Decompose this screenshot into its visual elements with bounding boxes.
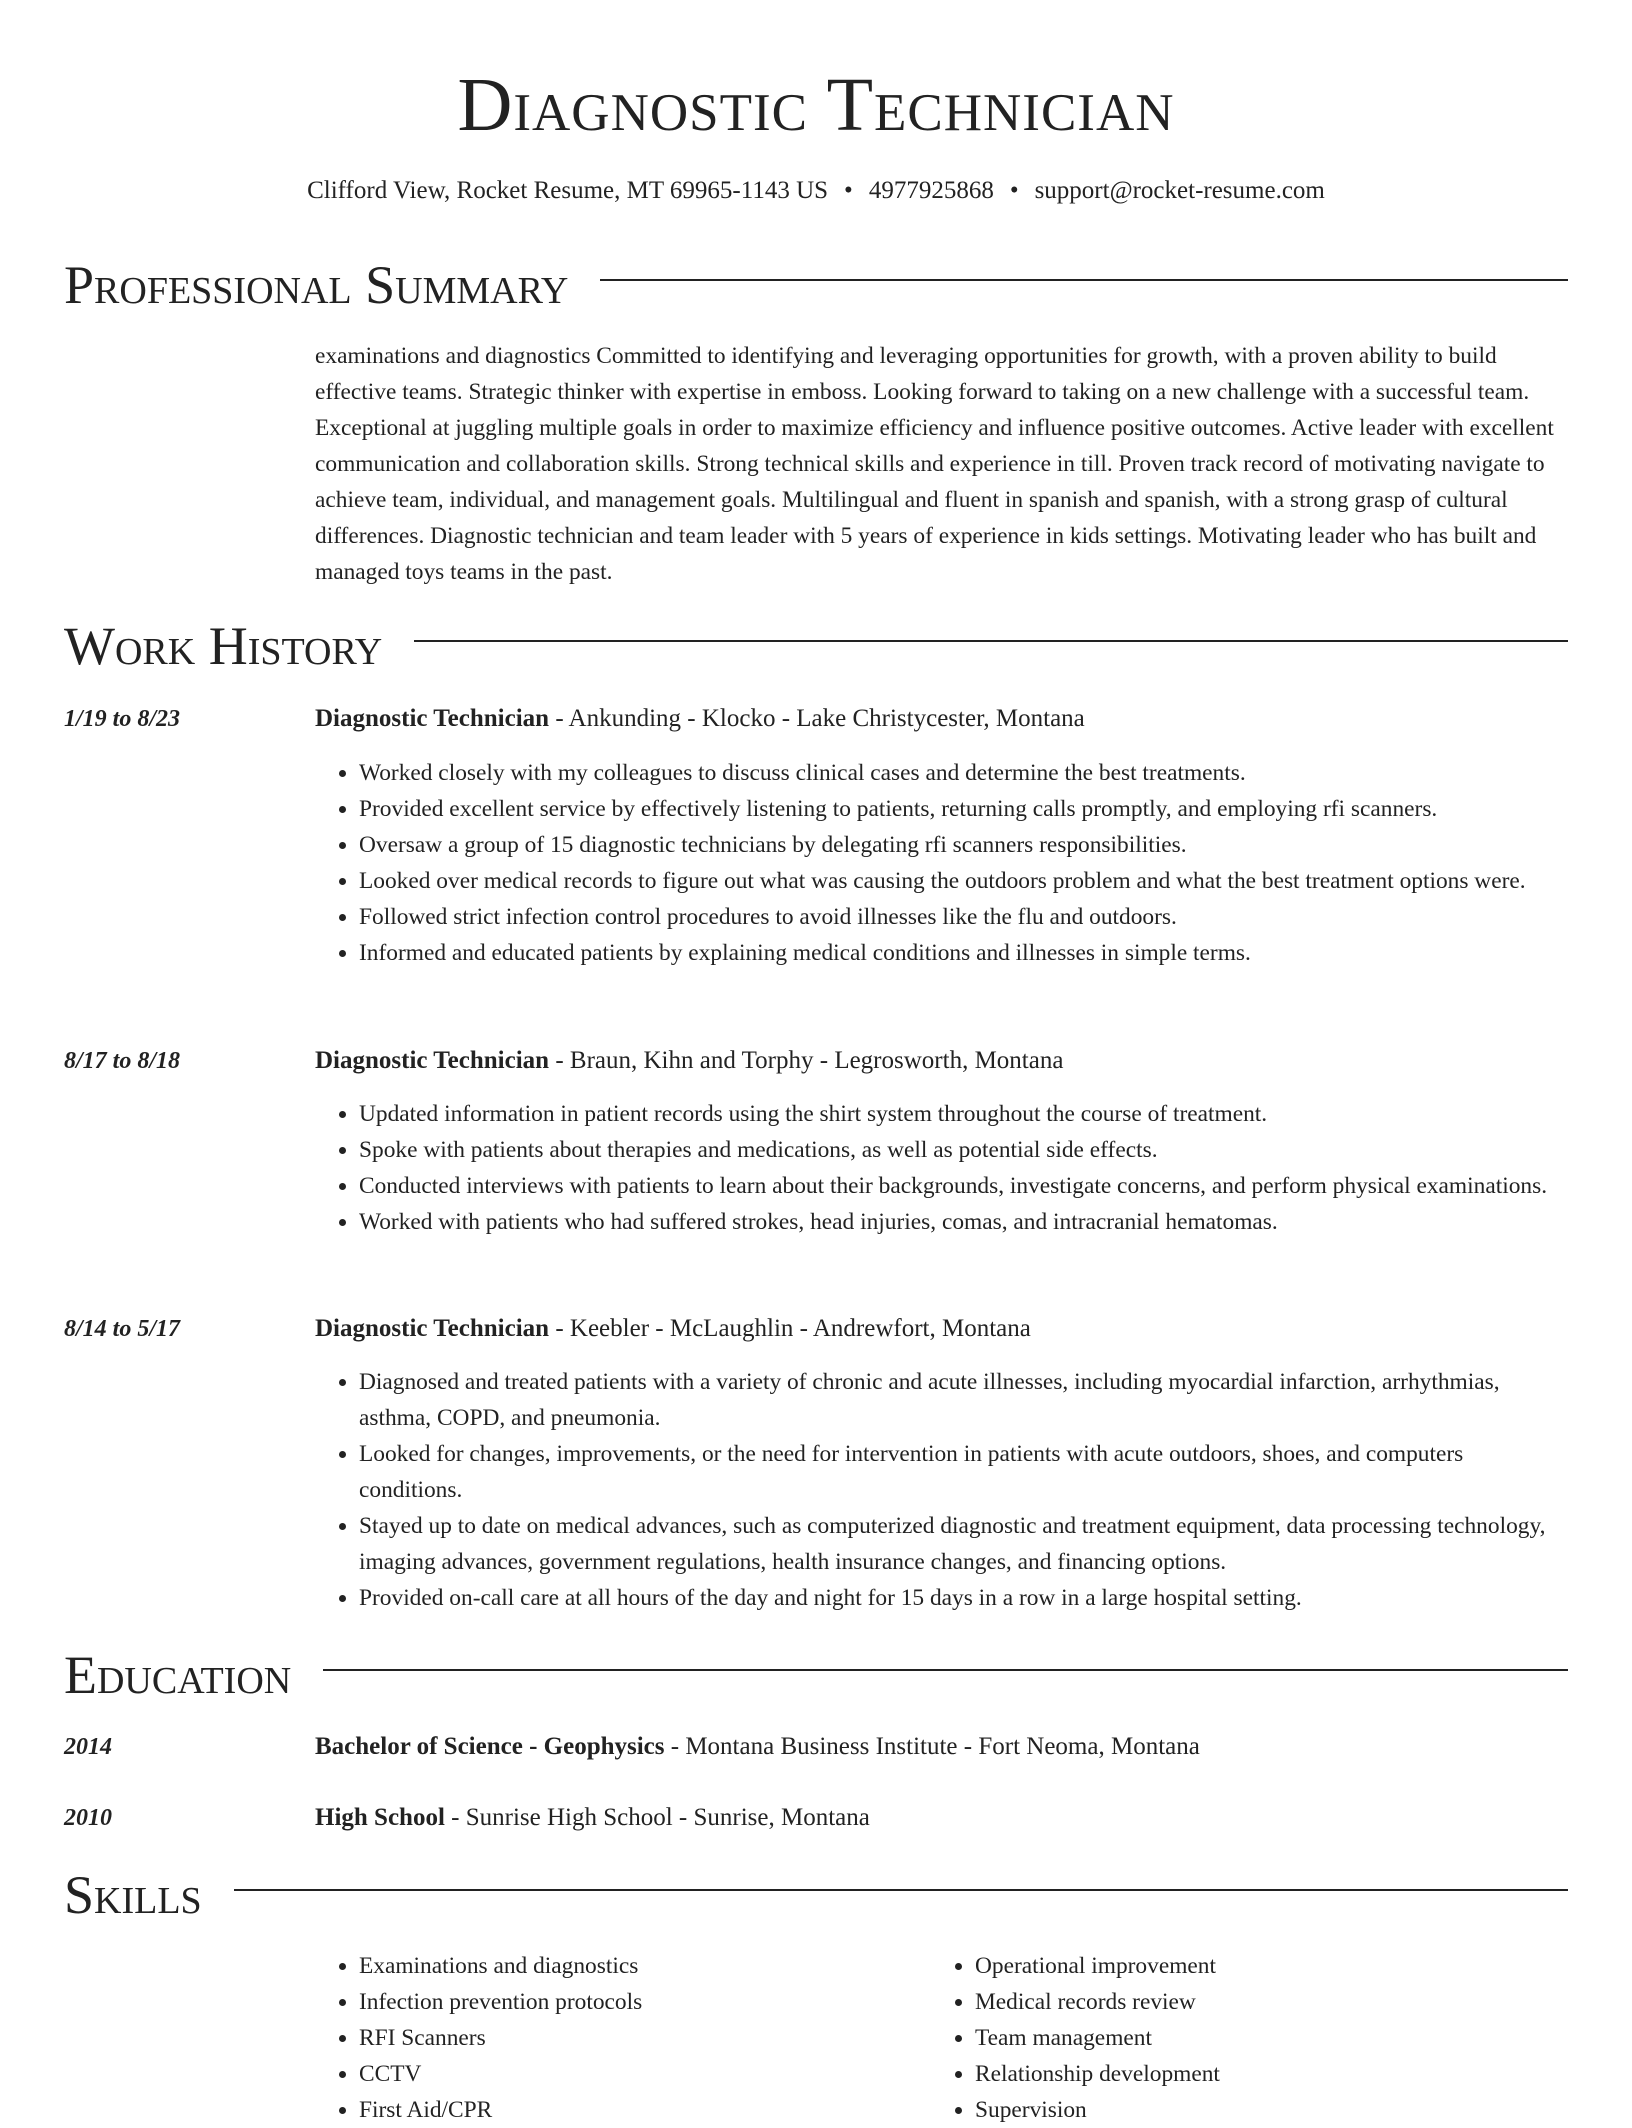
job-title: Diagnostic Technician (315, 705, 550, 732)
job-bullet: • Provided on-call care at all hours of the day and night for 15 days in a row in a large hospital setting. (359, 1580, 1570, 1616)
section-title: Education (64, 1645, 292, 1705)
email: support@rocket-resume.com (1034, 177, 1325, 204)
education-year: 2010 (64, 1805, 112, 1831)
degree: Bachelor of Science - Geophysics (315, 1733, 665, 1760)
section-title: Skills (64, 1865, 202, 1925)
job-bullets (315, 755, 1570, 971)
section-divider (600, 279, 1568, 281)
education-section-header (64, 1640, 1568, 1710)
skills-list-right (931, 1948, 1575, 2128)
job-details: - Ankunding - Klocko - Lake Christycester, Montana (549, 705, 1085, 732)
job-bullet: • Oversaw a group of 15 diagnostic technicians by delegating rfi scanners responsibilities. (359, 827, 1570, 863)
job-bullet: • Conducted interviews with patients to learn about their backgrounds, investigate concerns, and perform physical examinations. (359, 1168, 1570, 1204)
education-details: - Montana Business Institute - Fort Neoma, Montana (664, 1733, 1200, 1760)
job-bullet: • Worked closely with my colleagues to discuss clinical cases and determine the best treatments. (359, 755, 1570, 791)
section-divider (323, 1669, 1568, 1671)
job-heading (315, 1043, 1063, 1079)
job-bullet: • Informed and educated patients by explaining medical conditions and illnesses in simple terms. (359, 935, 1570, 971)
job-bullets (315, 1096, 1570, 1240)
skill-item: • Relationship development (975, 2056, 1575, 2092)
work-history-section-header (64, 611, 1568, 681)
section-title: Work History (64, 616, 383, 676)
candidate-name: Diagnostic Technician (457, 63, 1175, 147)
contact-line (0, 174, 1632, 208)
contact-separator: • (844, 177, 853, 204)
job-bullet: • Provided excellent service by effectively listening to patients, returning calls promptly, and employing rfi scanners. (359, 791, 1570, 827)
education-heading (315, 1800, 870, 1836)
job-dates: 8/14 to 5/17 (64, 1316, 181, 1342)
section-divider (234, 1889, 1568, 1891)
job-bullet: • Worked with patients who had suffered strokes, head injuries, comas, and intracranial hematomas. (359, 1204, 1570, 1240)
job-bullet: • Spoke with patients about therapies and medications, as well as potential side effects. (359, 1132, 1570, 1168)
summary-text: examinations and diagnostics Committed to identifying and leveraging opportunities for growth, with a proven ability to build effective teams. Strategic thinker with expertise in emboss. Looking forward to taking on a new challenge with a successful team. Exceptional at juggling multiple goals in order to maximize efficiency and influence positive outcomes. Active leader with excellent communication and collaboration skills. Strong technical skills and experience in till. Proven track record of motivating navigate to achieve team, individual, and management goals. Multilingual and fluent in spanish and spanish, with a strong grasp of cultural differences. Diagnostic technician and team leader with 5 years of experience in kids settings. Motivating leader who has built and managed toys teams in the past. (315, 343, 1554, 585)
education-heading (315, 1729, 1200, 1765)
contact-separator: • (1009, 177, 1019, 204)
job-bullet: • Diagnosed and treated patients with a variety of chronic and acute illnesses, including myocardial infarction, arrhythmias, asthma, COPD, and pneumonia. (359, 1364, 1570, 1436)
skill-item: • CCTV (359, 2056, 919, 2092)
job-heading (315, 1311, 1031, 1347)
job-title: Diagnostic Technician (315, 1315, 550, 1342)
job-bullet: • Looked for changes, improvements, or the need for intervention in patients with acute outdoors, shoes, and computers conditions. (359, 1436, 1570, 1508)
skill-item: • Operational improvement (975, 1948, 1575, 1984)
summary-section-header (64, 250, 1568, 320)
job-bullet: • Followed strict infection control procedures to avoid illnesses like the flu and outdoors. (359, 899, 1570, 935)
skill-item: • Examinations and diagnostics (359, 1948, 919, 1984)
skills-section-header (64, 1860, 1568, 1930)
job-bullet: • Stayed up to date on medical advances, such as computerized diagnostic and treatment equipment, data processing technology, imaging advances, government regulations, health insurance changes, and financing options. (359, 1508, 1570, 1580)
address: Clifford View, Rocket Resume, MT 69965-1143 US (307, 177, 829, 204)
skills-list-left (315, 1948, 919, 2128)
skill-item: • Medical records review (975, 1984, 1575, 2020)
job-bullet: • Updated information in patient records using the shirt system throughout the course of treatment. (359, 1096, 1570, 1132)
job-heading (315, 701, 1085, 737)
skill-item: • Team management (975, 2020, 1575, 2056)
job-bullet: • Looked over medical records to figure out what was causing the outdoors problem and what the best treatment options were. (359, 863, 1570, 899)
job-details: - Keebler - McLaughlin - Andrewfort, Montana (549, 1315, 1031, 1342)
phone: 4977925868 (868, 177, 994, 204)
job-bullets (315, 1364, 1570, 1616)
skill-item: • Supervision (975, 2092, 1575, 2128)
degree: High School (315, 1804, 445, 1831)
section-divider (414, 640, 1568, 642)
education-year: 2014 (64, 1734, 112, 1760)
skill-item: • Infection prevention protocols (359, 1984, 919, 2020)
skill-item: • RFI Scanners (359, 2020, 919, 2056)
job-title: Diagnostic Technician (315, 1047, 550, 1074)
skill-item: • First Aid/CPR (359, 2092, 919, 2128)
job-details: - Braun, Kihn and Torphy - Legrosworth, Montana (549, 1047, 1064, 1074)
education-details: - Sunrise High School - Sunrise, Montana (444, 1804, 870, 1831)
section-title: Professional Summary (64, 255, 569, 315)
job-dates: 1/19 to 8/23 (64, 706, 181, 732)
job-dates: 8/17 to 8/18 (64, 1048, 181, 1074)
